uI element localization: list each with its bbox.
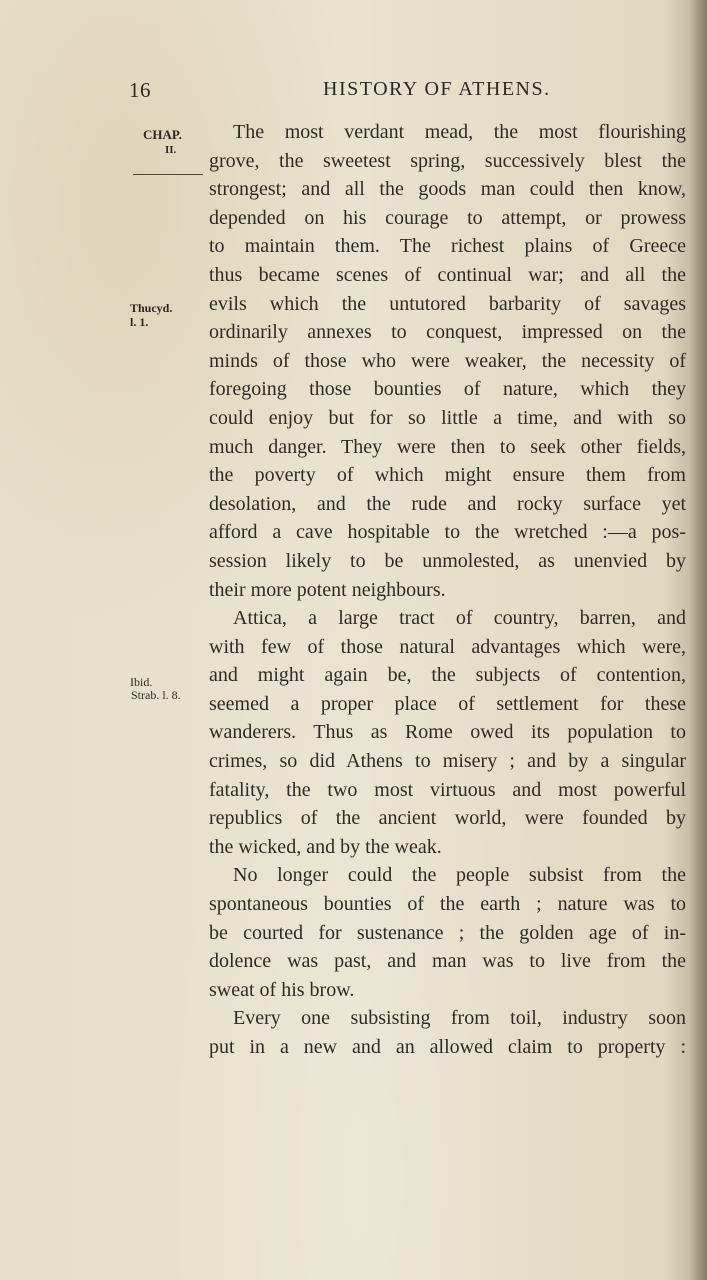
- text-line: foregoing those bounties of nature, which they: [209, 378, 686, 401]
- text-line: Every one subsisting from toil, industry soon: [233, 1007, 686, 1030]
- text-line: No longer could the people subsist from the: [233, 864, 686, 887]
- chapter-label: CHAP.: [143, 127, 182, 142]
- text-line: grove, the sweetest spring, successively blest the: [209, 149, 686, 172]
- text-line: Attica, a large tract of country, barren, and: [233, 607, 686, 630]
- text-line: evils which the untutored barbarity of savages: [209, 292, 686, 315]
- text-line: to maintain them. The richest plains of Greece: [209, 235, 686, 258]
- page-header: [0, 74, 707, 104]
- text-line: the poverty of which might ensure them from: [209, 464, 686, 487]
- text-line: fatality, the two most virtuous and most powerful: [209, 778, 686, 801]
- text-line: dolence was past, and man was to live from the: [209, 950, 686, 973]
- running-head: HISTORY OF ATHENS.: [323, 78, 551, 100]
- text-line: thus became scenes of continual war; and all the: [209, 263, 686, 286]
- text-line: be courted for sustenance ; the golden age of in-: [209, 921, 686, 944]
- text-line: wanderers. Thus as Rome owed its population to: [209, 721, 686, 744]
- text-line: spontaneous bounties of the earth ; nature was to: [209, 893, 686, 916]
- text-line: session likely to be unmolested, as unenvied by: [209, 549, 686, 572]
- margin-note-strabo: Strab. l. 8.: [131, 688, 181, 702]
- text-line: strongest; and all the goods man could then know,: [209, 178, 686, 201]
- text-line: could enjoy but for so little a time, and with so: [209, 406, 686, 429]
- text-line: ordinarily annexes to conquest, impressed on the: [209, 321, 686, 344]
- text-line: desolation, and the rude and rocky surface yet: [209, 492, 686, 515]
- text-line: afford a cave hospitable to the wretched :—a pos-: [209, 521, 686, 544]
- margin-note-thucyd: Thucyd.: [130, 301, 173, 315]
- text-line: put in a new and an allowed claim to property :: [209, 1036, 686, 1058]
- chapter-number: II.: [165, 144, 177, 156]
- text-line: depended on his courage to attempt, or prowess: [209, 206, 686, 229]
- text-line: The most verdant mead, the most flourishing: [233, 121, 686, 143]
- text-line: minds of those who were weaker, the necessity of: [209, 349, 686, 372]
- margin-note-ibid: Ibid.: [130, 675, 153, 689]
- text-line: and might again be, the subjects of contention,: [209, 664, 686, 687]
- text-line: the wicked, and by the weak.: [209, 835, 442, 858]
- text-line: republics of the ancient world, were founded by: [209, 807, 686, 830]
- text-line: much danger. They were then to seek other fields,: [209, 435, 686, 458]
- text-line: seemed a proper place of settlement for these: [209, 692, 686, 715]
- text-line: sweat of his brow.: [209, 978, 355, 1001]
- chapter-rule: [133, 174, 203, 175]
- page-number: 16: [129, 78, 151, 102]
- text-line: with few of those natural advantages which were,: [209, 635, 686, 658]
- text-line: crimes, so did Athens to misery ; and by a singular: [209, 750, 686, 773]
- margin-note-thucyd-book: l. 1.: [130, 315, 149, 329]
- spine-shadow: [689, 0, 707, 1280]
- body-text: [209, 118, 686, 1062]
- text-line: their more potent neighbours.: [209, 578, 446, 601]
